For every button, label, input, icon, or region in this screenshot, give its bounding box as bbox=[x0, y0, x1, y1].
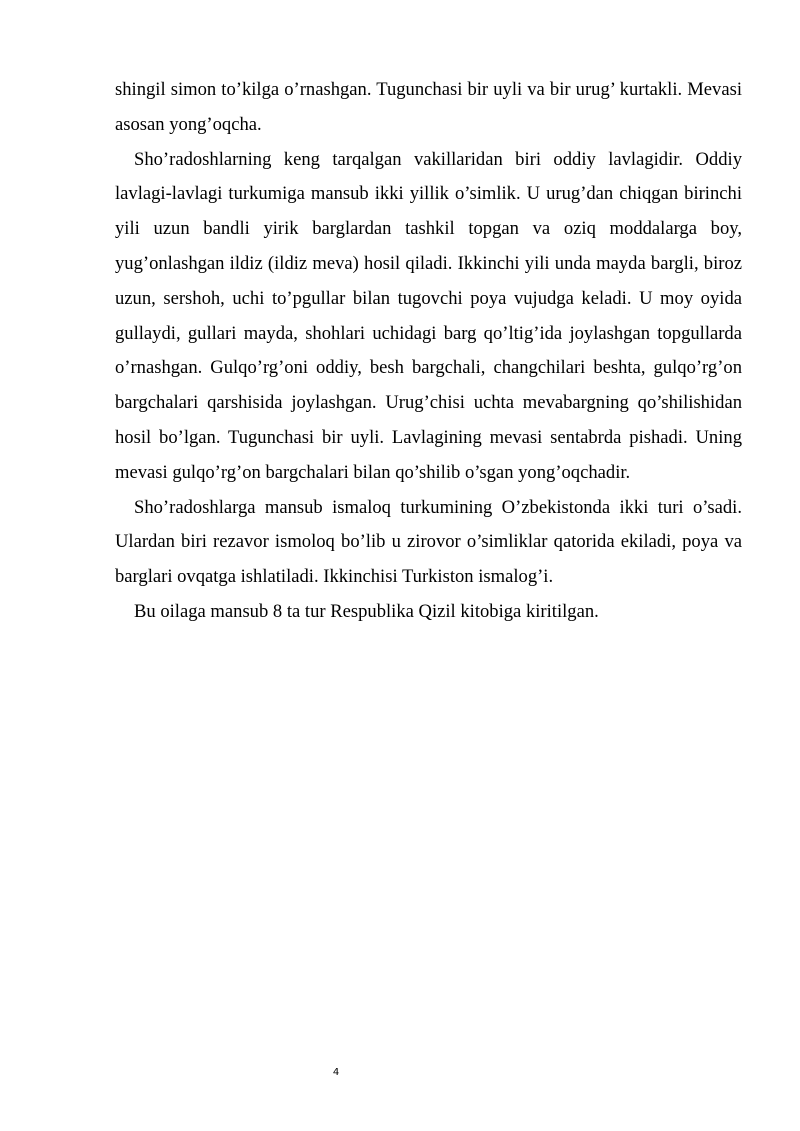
document-body bbox=[115, 73, 742, 630]
paragraph-continuation: shingil simon to’kilga o’rnashgan. Tugunchasi bir uyli va bir urug’ kurtakli. Mevasi asosan yong’oqcha. bbox=[115, 79, 742, 135]
page-number: 4 bbox=[332, 1067, 340, 1078]
paragraph-ismaloq: Sho’radoshlarga mansub ismaloq turkumining O’zbekistonda ikki turi o’sadi. Ulardan biri rezavor ismoloq bo’lib u zirovor o’simliklar qatorida ekiladi, poya va barglari ovqatga ishlatiladi. Ikkinchisi Turkiston ismalog’i. bbox=[115, 496, 742, 588]
paragraph-red-book: Bu oilaga mansub 8 ta tur Respublika Qizil kitobiga kiritilgan. bbox=[134, 600, 599, 622]
paragraph-lavlagi: Sho’radoshlarning keng tarqalgan vakillaridan biri oddiy lavlagidir. Oddiy lavlagi-lavlagi turkumiga mansub ikki yillik o’simlik. U urug’dan chiqgan birinchi yili uzun bandli yirik barglardan tashkil topgan va oziq moddalarga boy, yug’onlashgan ildiz (ildiz meva) hosil qiladi. Ikkinchi yili unda mayda bargli, biroz uzun, sershoh, uchi to’pgullar bilan tugovchi poya vujudga keladi. U moy oyida gullaydi, gullari mayda, shohlari uchidagi barg qo’ltig’ida joylashgan topgullarda o’rnashgan. Gulqo’rg’oni oddiy, besh bargchali, changchilari beshta, gulqo’rg’on bargchalari qarshisida joylashgan. Urug’chisi uchta mevabargning qo’shilishidan hosil bo’lgan. Tugunchasi bir uyli. Lavlagining mevasi sentabrda pishadi. Uning mevasi gulqo’rg’on bargchalari bilan qo’shilib o’sgan yong’oqchadir. bbox=[115, 148, 742, 483]
